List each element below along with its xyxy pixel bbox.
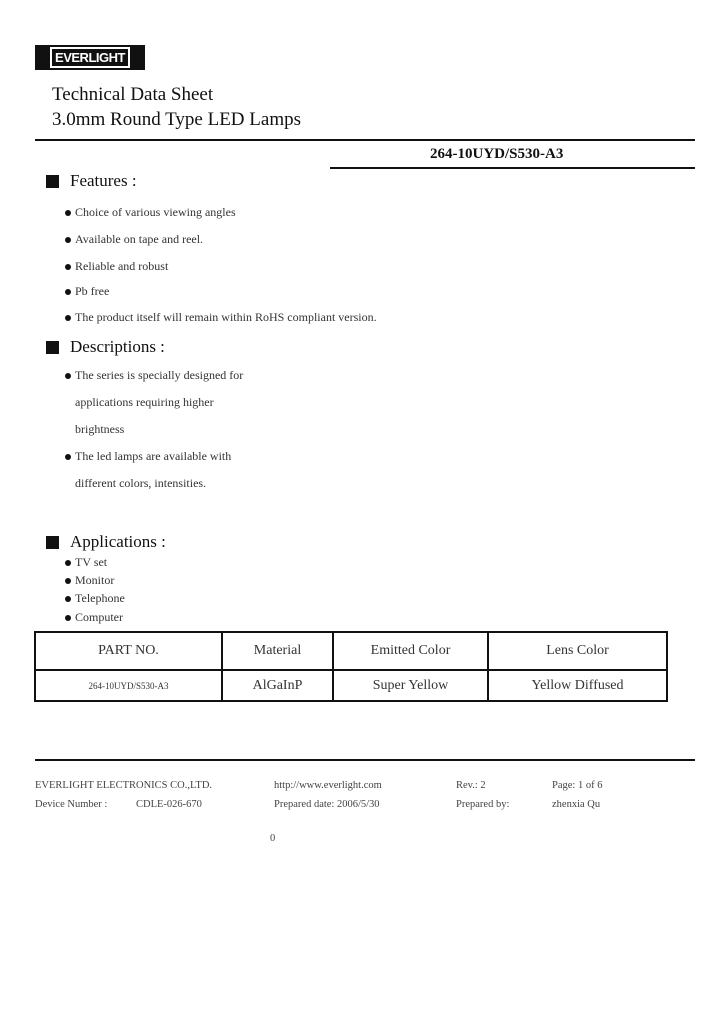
bullet-icon — [65, 615, 71, 621]
footer-device-number: CDLE-026-670 — [136, 799, 202, 810]
section-square-icon — [46, 175, 59, 188]
bullet-icon — [65, 237, 71, 243]
footer-page: Page: 1 of 6 — [552, 780, 603, 791]
list-item: Monitor — [75, 573, 115, 587]
doc-title: Technical Data Sheet — [52, 84, 214, 105]
list-item: Pb free — [75, 284, 110, 298]
header-cell: PART NO. — [35, 632, 222, 670]
descriptions-heading: Descriptions : — [70, 337, 165, 356]
bullet-icon — [65, 454, 71, 460]
description-line: The led lamps are available with — [75, 449, 232, 463]
description-line: The series is specially designed for — [75, 368, 244, 382]
bullet-icon — [65, 373, 71, 379]
header-cell: Material — [222, 632, 333, 670]
description-line: brightness — [75, 422, 125, 436]
bullet-icon — [65, 289, 71, 295]
table-row — [35, 670, 667, 701]
bullet-icon — [65, 560, 71, 566]
list-item: The product itself will remain within RoHS compliant version. — [75, 310, 377, 324]
footer-prepared-by-label: Prepared by: — [456, 799, 510, 810]
section-square-icon — [46, 341, 59, 354]
bullet-icon — [65, 578, 71, 584]
table-cell: Yellow Diffused — [488, 670, 667, 701]
footer-divider — [35, 759, 695, 761]
table-cell: 264-10UYD/S530-A3 — [35, 670, 222, 701]
part-table — [34, 631, 668, 702]
features-heading: Features : — [70, 171, 137, 190]
footer-device-label: Device Number : — [35, 799, 108, 810]
applications-heading: Applications : — [70, 532, 166, 551]
footer-rev: Rev.: 2 — [456, 780, 486, 791]
bullet-icon — [65, 596, 71, 602]
footer-company: EVERLIGHT ELECTRONICS CO.,LTD. — [35, 780, 213, 791]
table-header-row — [35, 632, 667, 670]
list-item: Computer — [75, 610, 123, 624]
list-item: Available on tape and reel. — [75, 232, 204, 246]
footer-url: http://www.everlight.com — [274, 780, 382, 791]
table-cell: AlGaInP — [222, 670, 333, 701]
divider — [330, 167, 695, 169]
description-line: different colors, intensities. — [75, 476, 207, 490]
bullet-icon — [65, 315, 71, 321]
part-number: 264-10UYD/S530-A3 — [430, 146, 564, 162]
logo-text: EVERLIGHT — [50, 47, 130, 68]
bullet-icon — [65, 210, 71, 216]
section-square-icon — [46, 536, 59, 549]
everlight-logo — [35, 45, 145, 70]
footer-prepared-by: zhenxia Qu — [552, 799, 601, 810]
divider — [35, 139, 695, 141]
doc-subtitle: 3.0mm Round Type LED Lamps — [52, 109, 301, 130]
footer-prepared-date: Prepared date: 2006/5/30 — [274, 799, 380, 810]
page-marker: 0 — [270, 833, 276, 844]
header-cell: Lens Color — [488, 632, 667, 670]
list-item: Reliable and robust — [75, 259, 169, 273]
list-item: Telephone — [75, 591, 125, 605]
bullet-icon — [65, 264, 71, 270]
list-item: TV set — [75, 555, 108, 569]
description-line: applications requiring higher — [75, 395, 214, 409]
list-item: Choice of various viewing angles — [75, 205, 236, 219]
table-cell: Super Yellow — [333, 670, 488, 701]
header-cell: Emitted Color — [333, 632, 488, 670]
